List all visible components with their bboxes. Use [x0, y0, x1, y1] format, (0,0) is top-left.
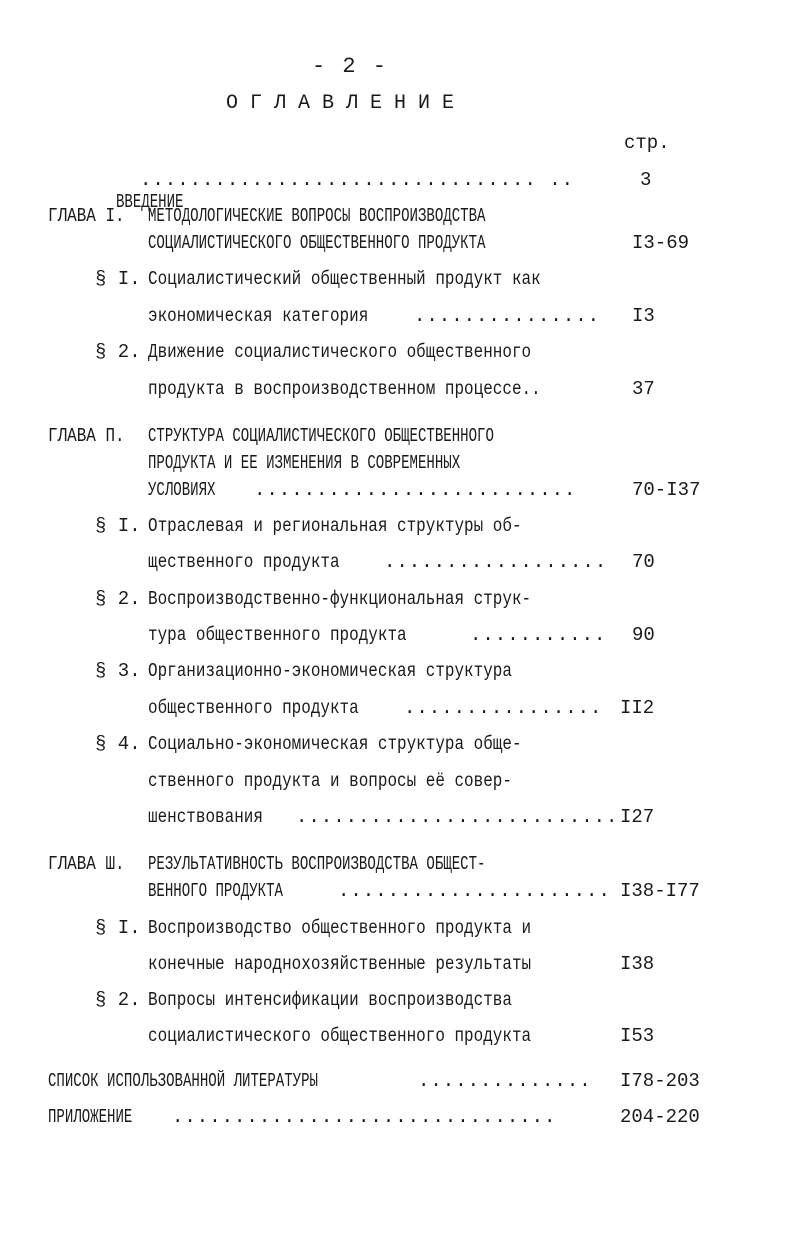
section-label: § 2.: [95, 989, 141, 1011]
page-number: - 2 -: [312, 54, 389, 79]
page-ref: 90: [632, 624, 655, 646]
page-ref: 70: [632, 551, 655, 573]
entry-title-line: МЕТОДОЛОГИЧЕСКИЕ ВОПРОСЫ ВОСПРОИЗВОДСТВА: [148, 205, 486, 227]
page-ref: I38: [620, 953, 655, 975]
entry-title-line: СОЦИАЛИСТИЧЕСКОГО ОБЩЕСТВЕННОГО ПРОДУКТА: [148, 232, 486, 254]
entry-title-line: Отраслевая и региональная структуры об-: [148, 515, 522, 537]
page-ref: I27: [620, 806, 655, 828]
dot-leader: ................: [404, 697, 603, 719]
entry-title-line: Воспроизводство общественного продукта и: [148, 917, 532, 939]
entry-title-line: Социально-экономическая структура обще-: [148, 733, 522, 755]
entry-title: ВВЕДЕНИЕ: [116, 191, 184, 213]
entry-title-line: ственного продукта и вопросы её совер-: [148, 770, 512, 792]
dot-leader: ..................: [384, 551, 608, 573]
page-ref: 70-I37: [632, 479, 701, 501]
entry-title-line: Воспроизводственно-функциональная струк-: [148, 588, 532, 610]
entry-title-line: общественного продукта: [148, 697, 359, 719]
chapter-label: ГЛАВА П.: [48, 425, 125, 447]
page-ref: 37: [632, 378, 655, 400]
entry-title-line: Движение социалистического общественного: [148, 341, 532, 363]
entry-title-line: тура общественного продукта: [148, 624, 407, 646]
chapter-label: ГЛАВА Ш.: [48, 853, 125, 875]
page-ref: I78-203: [620, 1070, 700, 1092]
dot-leader: ..........................: [296, 806, 619, 828]
page-ref: 204-220: [620, 1106, 700, 1128]
entry-title-line: РЕЗУЛЬТАТИВНОСТЬ ВОСПРОИЗВОДСТВА ОБЩЕСТ-: [148, 853, 486, 875]
entry-title-line: продукта в воспроизводственном процессе..: [148, 378, 541, 400]
dot-leader: ...........: [470, 624, 607, 646]
entry-title-line: СТРУКТУРА СОЦИАЛИСТИЧЕСКОГО ОБЩЕСТВЕННОГО: [148, 425, 494, 447]
page-ref: I3: [632, 305, 655, 327]
page-title: ОГЛАВЛЕНИЕ: [226, 92, 467, 115]
page-ref: I3-69: [632, 232, 690, 254]
dot-leader: ...............................: [172, 1106, 557, 1128]
section-label: § I.: [95, 515, 141, 537]
entry-title: ПРИЛОЖЕНИЕ: [48, 1106, 133, 1128]
page-ref: II2: [620, 697, 655, 719]
dot-leader: ...............: [414, 305, 601, 327]
entry-title-line: ВЕННОГО ПРОДУКТА: [148, 880, 284, 902]
dot-leader: ................................ ..: [140, 169, 575, 191]
entry-title-line: Организационно-экономическая структура: [148, 660, 512, 682]
section-label: § I.: [95, 917, 141, 939]
section-label: § 4.: [95, 733, 141, 755]
entry-title-line: конечные народнохозяйственные результаты: [148, 953, 532, 975]
section-label: § 2.: [95, 588, 141, 610]
entry-title: СПИСОК ИСПОЛЬЗОВАННОЙ ЛИТЕРАТУРЫ: [48, 1070, 318, 1092]
page-ref: I38-I77: [620, 880, 700, 902]
dot-leader: ..............: [418, 1070, 592, 1092]
entry-title-line: социалистического общественного продукта: [148, 1025, 532, 1047]
entry-title-line: Социалистический общественный продукт как: [148, 268, 541, 290]
section-label: § 2.: [95, 341, 141, 363]
entry-title-line: ПРОДУКТА И ЕЕ ИЗМЕНЕНИЯ В СОВРЕМЕННЫХ: [148, 452, 461, 474]
entry-title-line: экономическая категория: [148, 305, 369, 327]
page-ref: 3: [640, 169, 652, 191]
entry-title-line: щественного продукта: [148, 551, 340, 573]
dot-leader: ..........................: [254, 479, 577, 501]
chapter-label: ГЛАВА I.: [48, 205, 125, 227]
dot-leader: ......................: [338, 880, 611, 902]
page-ref: I53: [620, 1025, 655, 1047]
page-column-label: стр.: [624, 132, 670, 154]
section-label: § 3.: [95, 660, 141, 682]
entry-title-line: Вопросы интенсификации воспроизводства: [148, 989, 512, 1011]
section-label: § I.: [95, 268, 141, 290]
entry-title-line: УСЛОВИЯХ: [148, 479, 216, 501]
entry-title-line: шенствования: [148, 806, 263, 828]
